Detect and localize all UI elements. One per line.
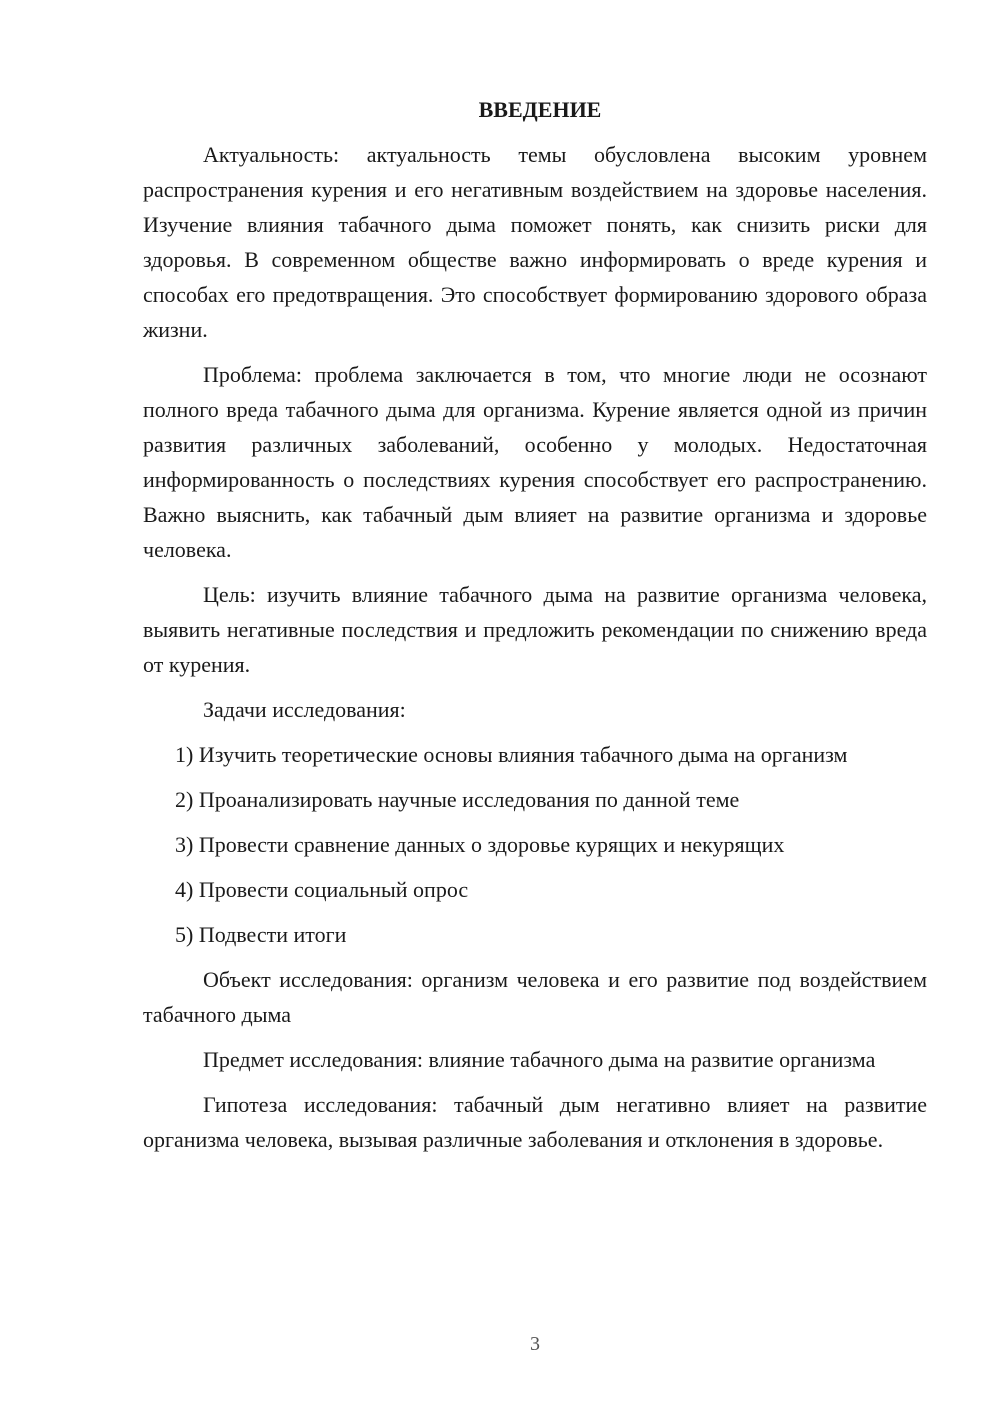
page-title: ВВЕДЕНИЕ: [478, 97, 602, 122]
document-page: [143, 95, 927, 1167]
tasks-heading: Задачи исследования:: [203, 697, 406, 722]
paragraph-subject: Предмет исследования: влияние табачного дыма на развитие организма: [203, 1047, 876, 1072]
task-item: 2) Проанализировать научные исследования по данной теме: [175, 787, 740, 812]
paragraph-goal: Цель: изучить влияние табачного дыма на развитие организма человека, выявить негативные последствия и предложить рекомендации по снижению вреда от курения.: [143, 582, 927, 677]
paragraph-problem: Проблема: проблема заключается в том, что многие люди не осознают полного вреда табачного дыма для организма. Курение является одной из причин развития различных заболеваний, особенно у молодых. Недостаточная информированность о последствиях курения способствует его распространению. Важно выяснить, как табачный дым влияет на развитие организма и здоровье человека.: [143, 362, 927, 562]
task-item: 4) Провести социальный опрос: [175, 877, 469, 902]
paragraph-relevance: Актуальность: актуальность темы обусловлена высоким уровнем распространения курения и его негативным воздействием на здоровье населения. Изучение влияния табачного дыма поможет понять, как снизить риски для здоровья. В современном обществе важно информировать о вреде курения и способах его предотвращения. Это способствует формированию здорового образа жизни.: [143, 142, 927, 342]
task-item: 1) Изучить теоретические основы влияния табачного дыма на организм: [175, 742, 848, 767]
task-item: 5) Подвести итоги: [175, 922, 347, 947]
paragraph-object: Объект исследования: организм человека и его развитие под воздействием табачного дыма: [143, 967, 927, 1027]
page-number: 3: [530, 1333, 540, 1355]
task-item: 3) Провести сравнение данных о здоровье курящих и некурящих: [175, 832, 785, 857]
paragraph-hypothesis: Гипотеза исследования: табачный дым негативно влияет на развитие организма человека, вызывая различные заболевания и отклонения в здоровье.: [143, 1092, 927, 1152]
